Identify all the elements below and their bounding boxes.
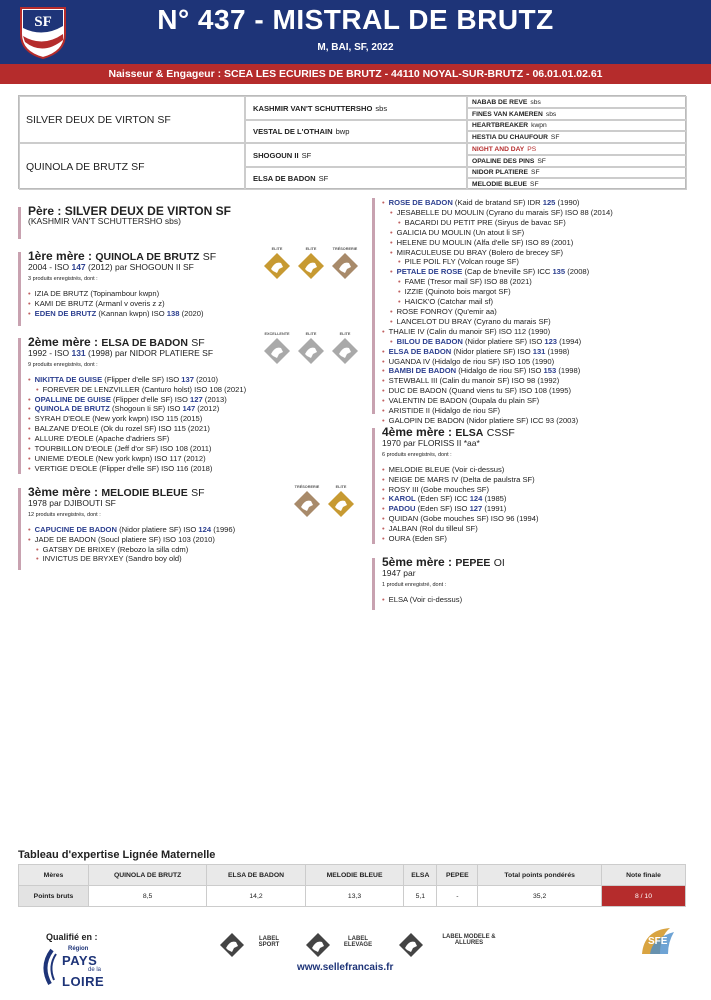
list-item [382,534,692,544]
horse-name: BAMBI DE BADON [388,366,457,376]
g3-cell: HEARTBREAKER kwpn [467,120,687,131]
region-logo: Région PAYS de la LOIRE [38,944,118,992]
dam5-sub: 1947 par [382,567,416,578]
horse-year: (1998) [556,366,581,376]
horse-year: (1994) [557,336,582,346]
horse-details: JESABELLE DU MOULIN (Cyrano du marais SF) ISO 88 (2014) [396,207,613,217]
dam3-badges [292,485,356,517]
iso-score: 138 [166,308,180,318]
list-item [382,396,692,406]
horse-details: ARISTIDE II (Hidalgo de riou SF) [388,406,501,416]
horse-details: IZZIE (Quinoto bois margot SF) [404,287,511,297]
list-item [28,375,358,385]
horse-year: (1991) [482,504,507,514]
horse-details: GALICIA DU MOULIN (Un atout li SF) [396,227,525,237]
iso-score: 135 [552,267,566,277]
horse-name: PADOU [388,504,416,514]
list-item [382,465,692,475]
horse-details: DUC DE BADON (Quand viens tu SF) ISO 108 (1995) [388,386,571,396]
descendants-section [372,198,692,425]
list-item [382,485,692,495]
horse-name: NIKITTA DE GUISE [34,374,103,384]
horse-year: (2013) [202,394,227,404]
horse-name: CAPUCINE DE BADON [34,524,117,534]
section-bar [18,207,21,239]
horse-name: BILOU DE BADON [396,336,463,346]
list-item [28,554,358,564]
list-item [382,257,692,267]
sire-title: Père : SILVER DEUX DE VIRTON SF [28,204,231,218]
horse-year: (1985) [482,494,507,504]
horse-details: VERTIGE D'EOLE (Flipper d'elle SF) ISO 116 (2018) [34,463,213,473]
section-bar [372,428,375,544]
table-header-row [19,865,686,886]
table-cell: 14,2 [207,886,306,907]
bullet-icon: • [390,247,393,257]
section-bar [372,558,375,610]
bullet-icon: • [382,484,385,494]
list-item [382,595,692,605]
horse-details: THALIE IV (Calin du manoir SF) ISO 112 (1990) [388,326,551,336]
bullet-icon: • [382,366,385,376]
pedigree-grid [18,95,686,189]
g3-cell: FINES VAN KAMEREN sbs [467,108,687,120]
bullet-icon: • [382,198,385,207]
list-item [382,524,692,534]
list-item [28,424,358,434]
table-cell: 13,3 [305,886,403,907]
horse-details: UGANDA IV (Hidalgo de riou SF) ISO 105 (1990) [388,356,555,366]
list-item [28,535,358,545]
region-swoosh-icon [38,948,58,986]
expertise-table [18,864,686,907]
bullet-icon: • [382,376,385,386]
horse-details: (Nidor platiere SF) ISO [462,336,545,346]
horse-details: (Shogoun Ii SF) ISO [109,404,183,414]
section-bar [18,338,21,474]
dam5-produce-list [382,595,692,605]
bullet-icon: • [28,534,31,544]
iso-score: 153 [543,366,557,376]
excellente-badge-icon: EXCELLENTE [262,332,292,364]
iso-score: 147 [182,404,196,414]
horse-details: HELENE DU MOULIN (Alfa d'elle SF) ISO 89 (2001) [396,237,574,247]
table-header-cell: MELODIE BLEUE [305,865,403,886]
horse-details: SYRAH D'EOLE (New york kwpn) ISO 115 (2015) [34,414,203,424]
bullet-icon: • [382,514,385,524]
horse-details: GALOPIN DE BADON (Nidor platiere SF) ICC 93 (2003) [388,415,579,425]
g2-cell: VESTAL DE L'OTHAIN bwp [245,120,467,143]
dam3-count: 12 produits enregistrés, dont : [28,511,101,518]
horse-details: (Nidor platiere SF) ISO [451,346,533,356]
horse-details: ROSY III (Gobe mouches SF) [388,484,489,494]
horse-details: (Flipper d'elle SF) ISO [102,374,182,384]
horse-details: (Kaid de bratand SF) IDR [452,198,543,207]
bullet-icon: • [36,384,39,394]
horse-details: MIRACULEUSE DU BRAY (Bolero de brecey SF) [396,247,564,257]
bullet-icon: • [28,524,31,534]
bullet-icon: • [382,524,385,534]
g2-cell: SHOGOUN II SF [245,143,467,167]
g3-cell: NIGHT AND DAY PS [467,143,687,155]
list-item [382,514,692,524]
final-note-cell: 8 / 10 [602,886,686,907]
dam4-produce-list [382,465,692,544]
table-header-cell: PEPEE [437,865,478,886]
horse-details: GATSBY DE BRIXEY (Rebozo la silla cdm) [42,544,189,554]
bullet-icon: • [382,474,385,484]
table-cell: 5,1 [404,886,437,907]
qualified-label: Qualifié en : [46,932,98,942]
dam5-title: 5ème mère : PEPEE OI [382,555,505,569]
dam4-count: 6 produits enregistrés, dont : [382,451,452,458]
iso-score: 127 [190,394,203,404]
sire-sub: (KASHMIR VAN'T SCHUTTERSHO sbs) [28,215,181,226]
list-item [382,357,692,367]
g3-cell: NABAB DE REVE sbs [467,96,687,108]
list-item [382,494,692,504]
horse-details: TOURBILLON D'EOLE (Jeff d'or SF) ISO 108 (2011) [34,444,212,454]
dam5-section [372,555,692,610]
bullet-icon: • [28,453,31,463]
horse-details: JALBAN (Rol du tilleul SF) [388,524,478,534]
bullet-icon: • [28,374,31,384]
table-row [19,886,686,907]
horse-name: ROSE DE BADON [388,198,453,207]
horse-details: (Flipper d'elle SF) ISO [110,394,191,404]
section-bar [18,252,21,326]
bullet-icon: • [390,227,393,237]
elite-badge-icon: ELITE [330,332,360,364]
descendants-list [382,198,692,426]
bullet-icon: • [382,594,385,604]
list-item [382,198,692,208]
horse-details: ALLURE D'EOLE (Apache d'adriers SF) [34,434,170,444]
g3-cell: MELODIE BLEUE SF [467,178,687,190]
horse-name: KAROL [388,494,416,504]
bullet-icon: • [28,424,31,434]
tresorerie-badge-icon: TRÉSORERIE [292,485,322,517]
list-item [28,525,358,535]
list-item [28,454,358,464]
horse-details: ELSA (Voir ci-dessus) [388,594,463,604]
horse-details: (Kannan kwpn) ISO [96,308,167,318]
horse-details: BALZANE D'EOLE (Ok du rozel SF) ISO 115 (2021) [34,424,210,434]
horse-year: (1990) [555,198,580,207]
dam4-section [372,425,692,544]
tresorerie-badge-icon: TRÉSORERIE [330,247,360,279]
horse-details: FOREVER DE LENZVILLER (Canturo holst) ISO 108 (2021) [42,384,247,394]
g3-cell: OPALINE DES PINS SF [467,155,687,167]
horse-details: NEIGE DE MARS IV (Delta de paulstra SF) [388,474,535,484]
list-item [382,218,692,228]
horse-year: (2010) [193,374,219,384]
dam1-badges [262,247,360,279]
horse-year: (2008) [565,267,590,277]
bullet-icon: • [382,326,385,336]
list-item [382,504,692,514]
elite-badge-icon: ELITE [326,485,356,517]
elite-badge-icon: ELITE [262,247,292,279]
iso-score: 124 [469,494,483,504]
bullet-icon: • [382,494,385,504]
dam3-sub: 1978 par DJIBOUTI SF [28,497,116,508]
list-item [382,297,692,307]
list-item [382,317,692,327]
bullet-icon: • [28,394,31,404]
sire-cell: SILVER DEUX DE VIRTON SF [19,96,245,143]
g3-cell: HESTIA DU CHAUFOUR SF [467,131,687,143]
elite-badge-icon: ELITE [296,247,326,279]
list-item [382,327,692,337]
dam3-produce-list [28,525,358,565]
horse-name: ELSA DE BADON [388,346,452,356]
list-item [28,385,358,395]
dam1-title: 1ère mère : QUINOLA DE BRUTZ SF [28,249,217,263]
page-title: N° 437 - MISTRAL DE BRUTZ [157,4,554,35]
bullet-icon: • [28,463,31,473]
section-bar [18,488,21,570]
bullet-icon: • [28,308,31,318]
sfe-logo: SFE [640,926,676,956]
page-header [0,0,711,64]
g2-cell: ELSA DE BADON SF [245,167,467,190]
bullet-icon: • [28,288,31,298]
list-item [382,386,692,396]
bullet-icon: • [28,444,31,454]
list-item [28,444,358,454]
iso-score: 123 [544,336,558,346]
elite-badge-icon: ELITE [296,332,326,364]
horse-details: IZIA DE BRUTZ (Topinambour kwpn) [34,288,160,298]
horse-details: (Eden SF) ISO [415,504,470,514]
horse-year: (1998) [545,346,570,356]
horse-details: UNIEME D'EOLE (New york kwpn) ISO 117 (2012) [34,453,206,463]
horse-details: (Cap de b'neville SF) ICC [462,267,553,277]
bullet-icon: • [28,298,31,308]
logo-text: SF [34,14,52,30]
label-modele-icon [398,932,424,958]
g2-cell: KASHMIR VAN'T SCHUTTERSHO sbs [245,96,467,120]
list-item [382,366,692,376]
bullet-icon: • [382,464,385,474]
horse-details: FAME (Tresor mail SF) ISO 88 (2021) [404,277,532,287]
g3-cell: NIDOR PLATIERE SF [467,167,687,178]
iso-score: 125 [542,198,556,207]
list-item [382,267,692,277]
horse-details: MELODIE BLEUE (Voir ci-dessus) [388,464,505,474]
table-cell: - [437,886,478,907]
horse-year: (2020) [179,308,204,318]
section-bar [372,198,375,414]
dam2-count: 9 produits enregistrés, dont : [28,361,98,368]
dam3-title: 3ème mère : MELODIE BLEUE SF [28,485,205,499]
bullet-icon: • [382,415,385,425]
label-elevage-text: LABEL ELEVAGE [343,936,373,948]
dam5-count: 1 produit enregistré, dont : [382,581,447,588]
horse-name: EDEN DE BRUTZ [34,308,97,318]
horse-details: (Nidor platiere SF) ISO [116,524,199,534]
bullet-icon: • [390,336,393,346]
list-item [28,299,358,309]
list-item [382,248,692,258]
list-item [382,475,692,485]
bullet-icon: • [398,257,401,267]
website-link[interactable]: www.sellefrancais.fr [297,962,394,973]
label-sport-text: LABEL SPORT [258,936,280,948]
horse-year: (2012) [195,404,220,414]
bullet-icon: • [390,207,393,217]
list-item [382,347,692,357]
horse-details: LANCELOT DU BRAY (Cyrano du marais SF) [396,316,551,326]
label-elevage-icon [305,932,331,958]
bullet-icon: • [382,396,385,406]
iso-score: 137 [181,374,194,384]
bullet-icon: • [36,554,39,564]
list-item [382,406,692,416]
bullet-icon: • [382,346,385,356]
list-item [382,238,692,248]
table-header-cell: Total points pondérés [478,865,602,886]
bullet-icon: • [28,434,31,444]
list-item [28,545,358,555]
dam1-produce-list [28,289,358,319]
table-header-cell: ELSA [404,865,437,886]
list-item [28,309,358,319]
bullet-icon: • [382,504,385,514]
horse-name: OPALLINE DE GUISE [34,394,111,404]
horse-name: PETALE DE ROSE [396,267,463,277]
horse-details: PILE POIL FLY (Volcan rouge SF) [404,257,519,267]
label-modele-text: LABEL MODELE & ALLURES [442,934,496,946]
bullet-icon: • [398,217,401,227]
horse-details: BACARDI DU PETIT PRE (Siryus de bavac SF) [404,217,566,227]
bullet-icon: • [28,414,31,424]
horse-details: HAICK'O (Catchar mail sf) [404,297,494,307]
dam1-count: 3 produits enregistrés, dont : [28,275,98,282]
horse-details: STEWBALL III (Calin du manoir SF) ISO 98 (1992) [388,376,560,386]
list-item [28,464,358,474]
table-header-cell: Mères [19,865,89,886]
horse-year: (1996) [211,524,236,534]
iso-score: 127 [469,504,483,514]
bullet-icon: • [36,544,39,554]
list-item [28,404,358,414]
bullet-icon: • [390,237,393,247]
bullet-icon: • [390,267,393,277]
dam2-badges [262,332,360,364]
dam2-title: 2ème mère : ELSA DE BADON SF [28,335,205,349]
table-header-cell: ELSA DE BADON [207,865,306,886]
list-item [382,376,692,386]
list-item [382,208,692,218]
page-subtitle: M, BAI, SF, 2022 [317,42,394,53]
table-row-header: Points bruts [19,886,89,907]
bullet-icon: • [390,316,393,326]
dam4-title: 4ème mère : ELSA CSSF [382,425,515,439]
iso-score: 131 [532,346,546,356]
table-cell: 35,2 [478,886,602,907]
sire-section [18,204,358,239]
horse-details: INVICTUS DE BRYXEY (Sandro boy old) [42,554,182,564]
bullet-icon: • [28,404,31,414]
horse-details: KAMI DE BRUTZ (Armanl v overis z z) [34,298,165,308]
breeder-bar: Naisseur & Engageur : SCEA LES ECURIES DE BRUTZ - 44110 NOYAL-SUR-BRUTZ - 06.01.01.02.61 [0,64,711,84]
bullet-icon: • [382,406,385,416]
table-cell: 8,5 [89,886,207,907]
list-item [382,337,692,347]
dam1-sub: 2004 - ISO 147 (2012) par SHOGOUN II SF [28,261,194,272]
list-item [28,414,358,424]
table-header-cell: QUINOLA DE BRUTZ [89,865,207,886]
horse-details: VALENTIN DE BADON (Oupala du plain SF) [388,396,540,406]
list-item [382,228,692,238]
horse-details: QUIDAN (Gobe mouches SF) ISO 96 (1994) [388,514,539,524]
bullet-icon: • [382,534,385,544]
list-item [28,289,358,299]
dam-cell: QUINOLA DE BRUTZ SF [19,143,245,190]
list-item [382,277,692,287]
dam2-produce-list [28,375,358,474]
horse-name: QUINOLA DE BRUTZ [34,404,110,414]
label-sport-icon [219,932,245,958]
horse-details: JADE DE BADON (Soucl platiere SF) ISO 103 (2010) [34,534,215,544]
bullet-icon: • [398,277,401,287]
list-item [28,395,358,405]
dam2-sub: 1992 - ISO 131 (1998) par NIDOR PLATIERE SF [28,347,214,358]
bullet-icon: • [382,356,385,366]
list-item [28,434,358,444]
table-header-cell: Note finale [602,865,686,886]
horse-details: (Eden SF) ICC [415,494,470,504]
expertise-table-title: Tableau d'expertise Lignée Maternelle [18,849,216,861]
bullet-icon: • [398,297,401,307]
iso-score: 124 [198,524,212,534]
horse-details: ROSE FONROY (Qu'emir aa) [396,306,497,316]
horse-details: (Hidalgo de riou SF) ISO [456,366,544,376]
bullet-icon: • [382,386,385,396]
bullet-icon: • [398,287,401,297]
dam4-sub: 1970 par FLORISS II *aa* [382,437,480,448]
list-item [382,307,692,317]
bullet-icon: • [390,306,393,316]
horse-details: OURA (Eden SF) [388,534,447,544]
list-item [382,287,692,297]
